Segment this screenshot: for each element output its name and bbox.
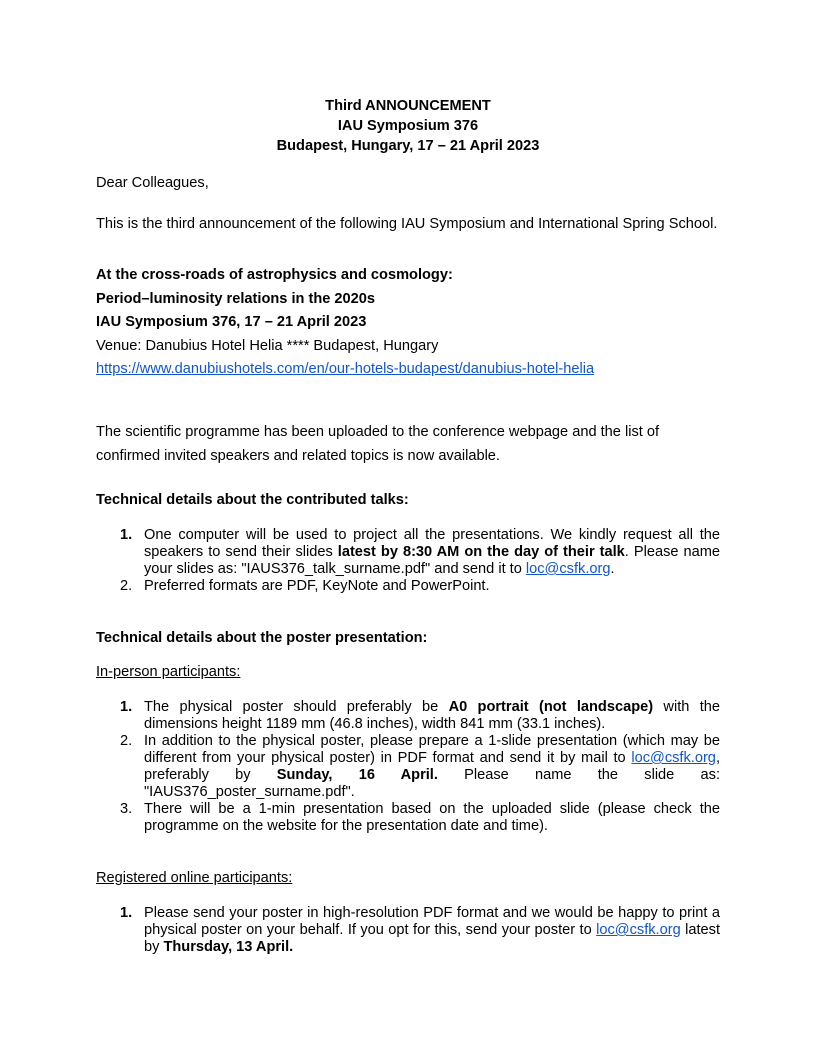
talks-list xyxy=(96,527,720,595)
in-person-heading: In-person participants: xyxy=(96,664,241,680)
header-line-2: IAU Symposium 376 xyxy=(337,118,479,134)
event-details xyxy=(96,264,720,382)
event-title-3: IAU Symposium 376, 17 – 21 April 2023 xyxy=(96,314,367,330)
online-heading: Registered online participants: xyxy=(96,870,293,886)
event-title-1: At the cross-roads of astrophysics and cosmology: xyxy=(96,267,453,283)
in-person-list xyxy=(96,699,720,835)
programme-note: The scientific programme has been uploaded to the conference webpage and the list of confirmed invited speakers and related topics is now available. xyxy=(96,424,660,464)
list-item: 1. Please send your poster in high-resolution PDF format and we would be happy to print a physical poster on your behalf. If you opt for this, send your poster to loc@csfk.org latest by Thursday, 13 April. xyxy=(120,905,721,955)
list-item: 1. One computer will be used to project all the presentations. We kindly request all the speakers to send their slides latest by 8:30 AM on the day of their talk. Please name your slides as: "IAUS376_talk_surname.pdf" and send it to loc@csfk.org. xyxy=(120,527,720,577)
online-list xyxy=(96,905,720,956)
venue-link[interactable]: https://www.danubiushotels.com/en/our-hotels-budapest/danubius-hotel-helia xyxy=(96,361,595,377)
email-link[interactable]: loc@csfk.org xyxy=(631,750,716,766)
list-item: 1. The physical poster should preferably be A0 portrait (not landscape) with the dimensions height 1189 mm (46.8 inches), width 841 mm (33.1 inches). xyxy=(120,699,720,732)
announcement-header xyxy=(96,96,720,156)
header-line-1: Third ANNOUNCEMENT xyxy=(325,98,491,114)
list-item: 2. In addition to the physical poster, please prepare a 1-slide presentation (which may be different from your physical poster) in PDF format and send it by mail to loc@csfk.org, preferably by Sunday, 16 April. Please name the slide as: "IAUS376_poster_surname.pdf". xyxy=(120,733,720,800)
list-item: 3. There will be a 1-min presentation based on the uploaded slide (please check the programme on the website for the presentation date and time). xyxy=(120,801,720,834)
email-link[interactable]: loc@csfk.org xyxy=(525,561,611,577)
venue: Venue: Danubius Hotel Helia **** Budapest, Hungary xyxy=(96,337,439,354)
email-link[interactable]: loc@csfk.org xyxy=(596,922,681,938)
list-item: 2. Preferred formats are PDF, KeyNote and PowerPoint. xyxy=(120,578,490,594)
event-title-2: Period–luminosity relations in the 2020s xyxy=(96,290,375,307)
talks-heading: Technical details about the contributed talks: xyxy=(96,492,409,508)
greeting: Dear Colleagues, xyxy=(96,175,209,191)
intro-paragraph: This is the third announcement of the following IAU Symposium and International Spring School. xyxy=(96,216,718,232)
header-line-3: Budapest, Hungary, 17 – 21 April 2023 xyxy=(276,138,540,154)
poster-heading: Technical details about the poster presentation: xyxy=(96,630,428,646)
